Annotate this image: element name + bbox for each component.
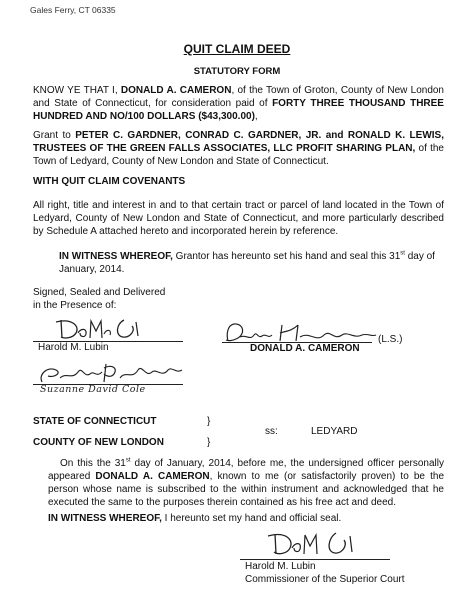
witness2-signature [36,360,186,386]
ack-state: STATE OF CONNECTICUT [33,416,157,427]
p1-e: , [254,111,258,122]
document-subtitle: STATUTORY FORM [193,66,281,77]
witness1-signature [52,316,162,342]
grantee-paragraph [33,129,444,168]
ack-town: LEDYARD [311,426,358,437]
ls-mark: (L.S.) [378,334,403,345]
consideration-amount: FORTY THREE THOUSAND THREE HUNDRED AND NO/100 DOLLARS ($43,300.00) [33,98,444,122]
ack-p-d: , known to me (or satisfactorily proven) to be the person whose name is subscribed to the within instrument and acknowledged that he executed the same to the purposes therein contained as his free act and deed. [48,471,445,508]
witness1-name: Harold M. Lubin [38,342,109,353]
acknowledgment-paragraph [48,457,444,509]
witness-b: Grantor has hereunto set his hand and seal this 31 [175,251,401,262]
ack-p-sup: st [125,457,131,464]
header-address: Gales Ferry, CT 06335 [30,5,116,15]
signed-block [33,286,165,312]
grantee-names: PETER C. GARDNER, CONRAD C. GARDNER, JR. and RONALD K. LEWIS, TRUSTEES OF THE GREEN FALLS ASSOCIATES, LLC PROFIT SHARING PLAN, [33,130,444,154]
document-title: QUIT CLAIM DEED [183,42,291,56]
p2-c: of the Town of Ledyard, County of New London and State of Connecticut. [33,143,444,167]
ack-ss: ss: [265,426,278,437]
ack-witness-lead: IN WITNESS WHEREOF, [48,513,165,524]
ack-county: COUNTY OF NEW LONDON [33,437,164,448]
covenants-heading: WITH QUIT CLAIM COVENANTS [33,176,186,187]
officer-name: Harold M. Lubin [245,561,316,572]
officer-signature [262,528,372,558]
grantor-name-inline: DONALD A. CAMERON [120,85,232,96]
ack-brace-1: } [207,416,211,427]
property-paragraph: All right, title and interest in and to that certain tract or parcel of land located in the Town of Ledyard, County of New London and State of Connecticut, and more particularly described by Schedule A attached hereto and incorporated herein by reference. [33,200,444,237]
p1-a: KNOW YE THAT I, [33,85,121,96]
witness-c: day of January, 2014. [59,251,435,275]
witness-sup: st [400,250,405,257]
ack-grantor-name: DONALD A. CAMERON [95,471,210,482]
ack-witness-clause [48,512,448,525]
signed-line-2: in the Presence of: [33,300,117,311]
signed-line-1: Signed, Sealed and Delivered [33,287,166,298]
ack-witness-b: I hereunto set my hand and official seal. [164,513,342,524]
officer-title: Commissioner of the Superior Court [245,574,405,585]
grantor-name: DONALD A. CAMERON [250,343,360,354]
witness-lead: IN WITNESS WHEREOF, [59,251,176,262]
ack-p-b: day of January, 2014, before me, the undersigned officer personally appeared [48,458,444,482]
witness2-printed-name: Suzanne David Cole [40,384,146,395]
grantor-paragraph [33,84,444,123]
p1-c: , of the Town of Groton, County of New London and State of Connecticut, for consideration paid of [33,85,444,109]
ack-brace-2: } [207,437,211,448]
witness-clause [59,250,449,276]
ack-p-a: On this the 31 [60,458,126,469]
p2-a: Grant to [33,130,76,141]
